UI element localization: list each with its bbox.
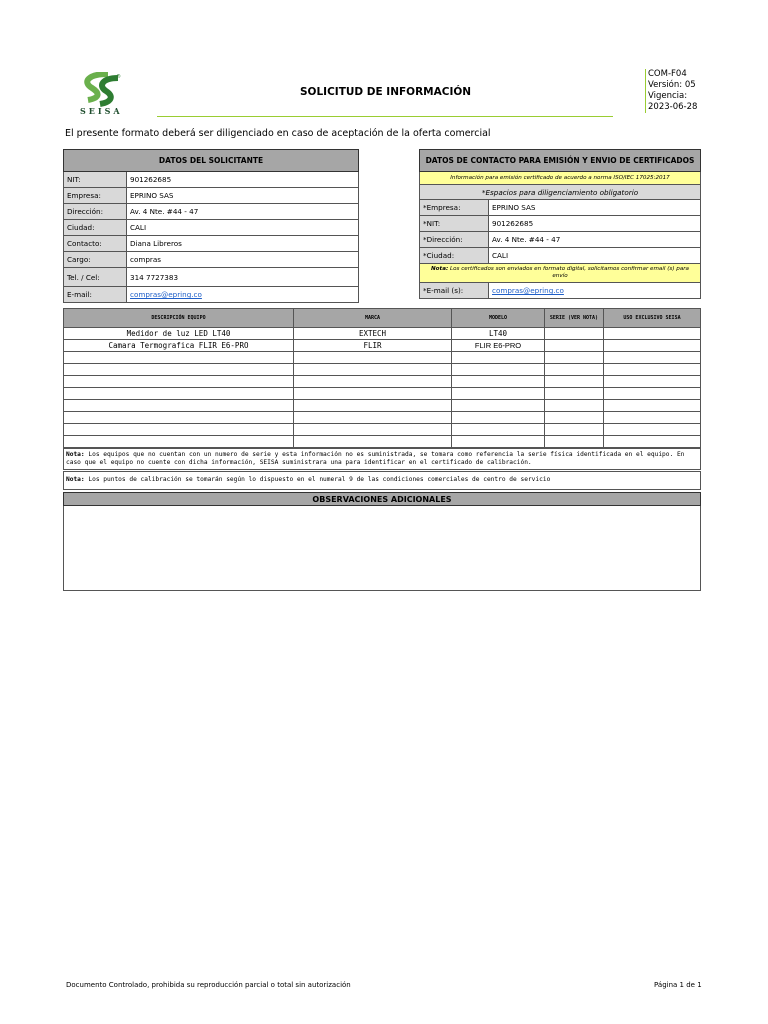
note-bold: Nota: <box>66 476 85 483</box>
observaciones-textarea[interactable] <box>63 506 701 591</box>
title-underline <box>157 116 613 117</box>
table-row <box>64 220 359 236</box>
calibration-note <box>63 471 701 490</box>
equipo-cell[interactable] <box>545 352 604 364</box>
equipo-cell[interactable] <box>64 364 294 376</box>
equipo-cell[interactable] <box>452 376 545 388</box>
footer-disclaimer: Documento Controlado, prohibida su reproducción parcial o total sin autorización <box>66 981 351 989</box>
contacto-field[interactable]: Diana Libreros <box>127 236 359 252</box>
table-row <box>64 204 359 220</box>
vigencia-label: Vigencia: <box>648 91 688 101</box>
field-label: *NIT: <box>420 216 489 232</box>
field-label: Contacto: <box>64 236 127 252</box>
vigencia-date: 2023-06-28 <box>648 102 698 112</box>
telefono-field[interactable]: 314 7727383 <box>127 268 359 287</box>
equipo-cell[interactable] <box>294 400 452 412</box>
equipo-cell[interactable] <box>545 328 604 340</box>
empresa-field[interactable]: EPRINO SAS <box>127 188 359 204</box>
equipo-cell[interactable] <box>545 412 604 424</box>
cert-direccion-field[interactable]: Av. 4 Nte. #44 - 47 <box>489 232 701 248</box>
note-text: Los certificados son enviados en formato digital, solicitamos confirmar email (s) para envío <box>448 266 689 279</box>
field-label: NIT: <box>64 172 127 188</box>
table-row <box>64 424 701 436</box>
field-label: Ciudad: <box>64 220 127 236</box>
field-label: Tel. / Cel: <box>64 268 127 287</box>
equipo-cell[interactable] <box>452 424 545 436</box>
field-label: Dirección: <box>64 204 127 220</box>
equipo-cell[interactable]: FLIR E6-PRO <box>452 340 545 352</box>
equipo-cell[interactable] <box>294 376 452 388</box>
equipo-cell[interactable] <box>545 388 604 400</box>
cert-email-link[interactable]: compras@epring.co <box>489 283 701 299</box>
iso-info-note: Información para emisión certificado de acuerdo a norma ISO/IEC 17025:2017 <box>420 172 701 185</box>
equipo-cell[interactable] <box>452 352 545 364</box>
note-bold: Nota: <box>66 451 85 458</box>
observaciones-heading: OBSERVACIONES ADICIONALES <box>63 492 701 506</box>
direccion-field[interactable]: Av. 4 Nte. #44 - 47 <box>127 204 359 220</box>
equipo-cell[interactable] <box>604 364 701 376</box>
equipo-cell[interactable] <box>452 364 545 376</box>
equipo-cell[interactable] <box>545 400 604 412</box>
table-row <box>64 412 701 424</box>
table-row <box>64 287 359 303</box>
cargo-field[interactable]: compras <box>127 252 359 268</box>
table-row <box>64 400 701 412</box>
document-meta <box>645 69 697 113</box>
solicitante-table <box>63 149 359 303</box>
equipo-cell[interactable] <box>604 376 701 388</box>
note-text: Los equipos que no cuentan con un numero de serie y esta información no es suministrada, se tomara como referencia la serie física identificada en el equipo. En caso que el equipo no cuente con dicha información, SEISA suministrara una para identificar en el certificado de calibración. <box>66 451 685 466</box>
equipo-cell[interactable] <box>64 400 294 412</box>
table-row <box>420 216 701 232</box>
equipo-cell[interactable] <box>545 376 604 388</box>
equipo-cell[interactable] <box>64 412 294 424</box>
table-row <box>64 436 701 448</box>
cert-delivery-note <box>420 264 701 283</box>
table-row <box>64 388 701 400</box>
col-modelo: MODELO <box>452 309 545 328</box>
equipo-cell[interactable] <box>64 436 294 448</box>
solicitante-heading: DATOS DEL SOLICITANTE <box>64 150 359 172</box>
table-row <box>64 252 359 268</box>
equipo-cell[interactable] <box>64 424 294 436</box>
equipo-cell[interactable] <box>604 436 701 448</box>
col-uso-seisa: USO EXCLUSIVO SEISA <box>604 309 701 328</box>
equipo-cell[interactable] <box>604 352 701 364</box>
equipo-cell[interactable] <box>294 364 452 376</box>
equipo-cell[interactable]: LT40 <box>452 328 545 340</box>
equipo-cell[interactable]: FLIR <box>294 340 452 352</box>
document-version: Versión: 05 <box>648 80 696 90</box>
table-row <box>420 283 701 299</box>
ciudad-field[interactable]: CALI <box>127 220 359 236</box>
note-text: Los puntos de calibración se tomarán según lo dispuesto en el numeral 9 de las condiciones comerciales de centro de servicio <box>84 476 551 483</box>
col-serie: SERIE (VER NOTA) <box>545 309 604 328</box>
equipo-cell[interactable] <box>604 412 701 424</box>
cert-empresa-field[interactable]: EPRINO SAS <box>489 200 701 216</box>
equipo-cell[interactable] <box>545 424 604 436</box>
cert-nit-field[interactable]: 901262685 <box>489 216 701 232</box>
document-code: COM-F04 <box>648 69 687 79</box>
serial-note <box>63 448 701 470</box>
equipo-cell[interactable] <box>294 352 452 364</box>
intro-text: El presente formato deberá ser diligenciado en caso de aceptación de la oferta comercial <box>65 128 491 139</box>
equipo-cell[interactable] <box>294 436 452 448</box>
equipo-cell[interactable] <box>604 424 701 436</box>
logo-wordmark: SEISA <box>80 106 123 116</box>
field-label: *E-mail (s): <box>420 283 489 299</box>
equipo-cell[interactable]: Medidor de luz LED LT40 <box>64 328 294 340</box>
equipo-cell[interactable] <box>545 364 604 376</box>
table-row <box>64 352 701 364</box>
field-label: *Ciudad: <box>420 248 489 264</box>
col-marca: MARCA <box>294 309 452 328</box>
required-note: *Espacios para diligenciamiento obligatorio <box>420 185 701 200</box>
field-label: *Empresa: <box>420 200 489 216</box>
equipo-cell[interactable] <box>604 328 701 340</box>
nit-field[interactable]: 901262685 <box>127 172 359 188</box>
field-label: Empresa: <box>64 188 127 204</box>
equipos-table <box>63 308 701 448</box>
col-descripcion: DESCRIPCIÓN EQUIPO <box>64 309 294 328</box>
contacto-heading: DATOS DE CONTACTO PARA EMISIÓN Y ENVIO DE CERTIFICADOS <box>420 150 701 172</box>
contacto-table <box>419 149 701 299</box>
cert-ciudad-field[interactable]: CALI <box>489 248 701 264</box>
equipo-cell[interactable] <box>294 412 452 424</box>
table-row <box>64 188 359 204</box>
equipo-cell[interactable]: Camara Termografica FLIR E6-PRO <box>64 340 294 352</box>
equipo-cell[interactable]: EXTECH <box>294 328 452 340</box>
equipo-cell[interactable] <box>64 352 294 364</box>
equipo-cell[interactable] <box>294 424 452 436</box>
equipo-cell[interactable] <box>452 412 545 424</box>
table-row <box>64 328 701 340</box>
page-number: Página 1 de 1 <box>654 981 702 989</box>
svg-text:®: ® <box>116 74 121 80</box>
field-label: *Dirección: <box>420 232 489 248</box>
document-title: SOLICITUD DE INFORMACIÓN <box>300 86 472 98</box>
equipo-cell[interactable] <box>604 388 701 400</box>
equipo-cell[interactable] <box>604 400 701 412</box>
table-row <box>64 268 359 287</box>
note-bold: Nota: <box>431 266 449 272</box>
equipo-cell[interactable] <box>452 436 545 448</box>
table-row <box>64 376 701 388</box>
table-row <box>64 172 359 188</box>
email-link[interactable]: compras@epring.co <box>127 287 359 303</box>
equipo-cell[interactable] <box>64 376 294 388</box>
table-row <box>64 340 701 352</box>
field-label: E-mail: <box>64 287 127 303</box>
table-row <box>420 248 701 264</box>
equipo-cell[interactable] <box>604 340 701 352</box>
equipo-cell[interactable] <box>64 388 294 400</box>
table-row <box>420 200 701 216</box>
table-row <box>64 236 359 252</box>
equipo-cell[interactable] <box>452 400 545 412</box>
field-label: Cargo: <box>64 252 127 268</box>
equipo-cell[interactable] <box>294 388 452 400</box>
table-row <box>420 232 701 248</box>
equipo-cell[interactable] <box>545 436 604 448</box>
equipo-cell[interactable] <box>545 340 604 352</box>
equipo-cell[interactable] <box>452 388 545 400</box>
table-row <box>64 364 701 376</box>
